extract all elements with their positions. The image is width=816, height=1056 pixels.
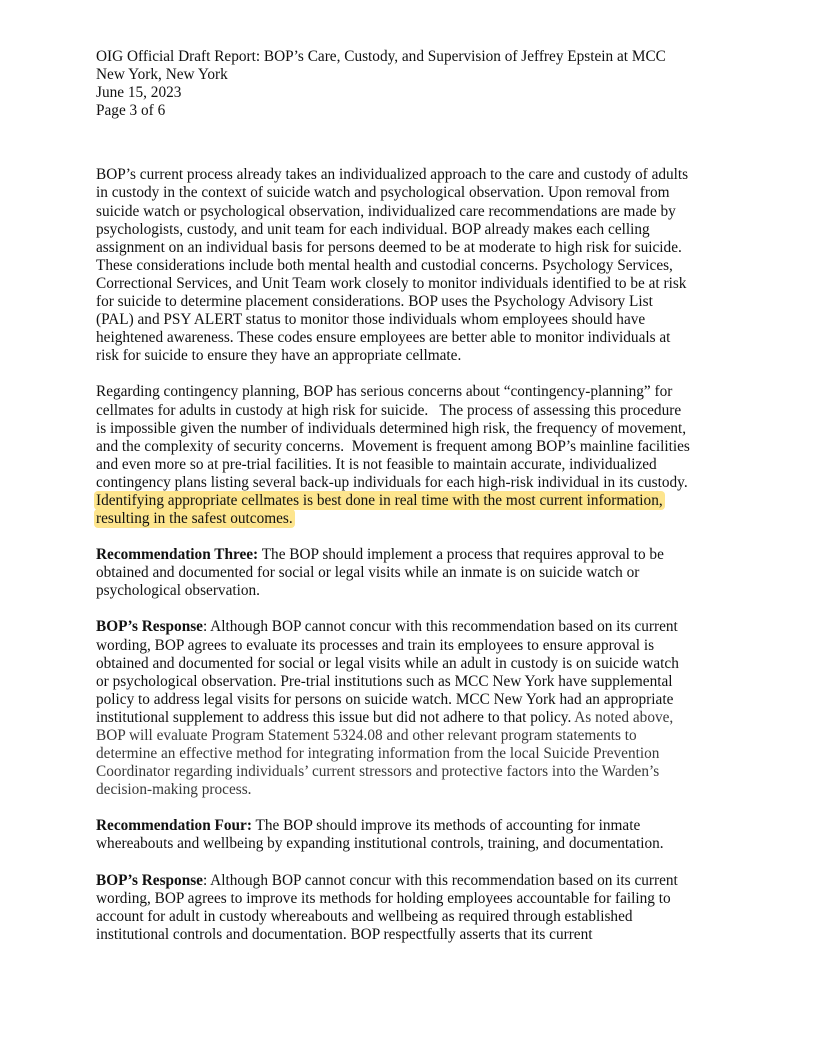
text-line: Regarding contingency planning, BOP has serious concerns about “contingency-planning” for (96, 383, 673, 401)
text-line: : Although BOP cannot concur with this recommendation based on its current (202, 871, 678, 889)
text-line: psychological observation. (96, 582, 260, 600)
text-line: or psychological observation. Pre-trial institutions such as MCC New York have supplemental (96, 672, 673, 690)
text-line: cellmates for adults in custody at high risk for suicide. The process of assessing this procedure (96, 401, 682, 419)
text-line: risk for suicide to ensure they have an appropriate cellmate. (96, 347, 462, 365)
document-page (96, 48, 724, 944)
text-line: and even more so at pre-trial facilities. It is not feasible to maintain accurate, individualized (96, 455, 657, 473)
text-line: The BOP should improve its methods of accounting for inmate (251, 817, 641, 835)
report-title: OIG Official Draft Report: BOP’s Care, Custody, and Supervision of Jeffrey Epstein at MCC (96, 48, 666, 65)
text-line: is impossible given the number of individuals determined high risk, the frequency of movement, (96, 419, 687, 437)
response-three (96, 618, 724, 799)
highlighted-text: Identifying appropriate cellmates is best done in real time with the most current information, (96, 491, 663, 509)
report-date: June 15, 2023 (96, 84, 182, 102)
text-line: obtained and documented for social or legal visits while an adult in custody is on suicide watch (96, 654, 679, 672)
report-location: New York, New York (96, 66, 228, 84)
text-line: contingency plans listing several back-up individuals for each high-risk individual in its custody. (96, 473, 688, 491)
text-line: in custody in the context of suicide watch and psychological observation. Upon removal from (96, 184, 670, 202)
text-line: : Although BOP cannot concur with this recommendation based on its current (202, 618, 678, 636)
recommendation-four (96, 817, 724, 853)
recommendation-label: Recommendation Four: (96, 817, 252, 835)
text-line: BOP’s current process already takes an individualized approach to the care and custody of adults (96, 166, 689, 184)
text-line: These considerations include both mental health and custodial concerns. Psychology Services, (96, 256, 673, 274)
text-line: heightened awareness. These codes ensure employees are better able to monitor individuals at (96, 329, 671, 347)
text-line: The BOP should implement a process that requires approval to be (258, 546, 664, 564)
highlighted-text: resulting in the safest outcomes. (96, 510, 293, 528)
text-line: account for adult in custody whereabouts and wellbeing as required through established (96, 907, 633, 925)
text-line: policy to address legal visits for persons on suicide watch. MCC New York had an appropriate (96, 690, 674, 708)
text-line: wording, BOP agrees to improve its methods for holding employees accountable for failing to (96, 889, 671, 907)
text-line: Coordinator regarding individuals’ current stressors and protective factors into the Warden’s (96, 763, 660, 781)
text-line: and the complexity of security concerns. Movement is frequent among BOP’s mainline facilities (96, 437, 690, 455)
text-line: BOP will evaluate Program Statement 5324.08 and other relevant program statements to (96, 727, 637, 744)
text-line: assignment on an individual basis for persons deemed to be at moderate to high risk for suicide. (96, 238, 682, 256)
page-number: Page 3 of 6 (96, 102, 166, 120)
text-line: suicide watch or psychological observation, individualized care recommendations are made by (96, 202, 676, 220)
report-header (96, 48, 724, 120)
text-line: obtained and documented for social or legal visits while an inmate is on suicide watch or (96, 564, 640, 582)
text-line: psychologists, custody, and unit team for each individual. BOP already makes each celling (96, 220, 650, 238)
recommendation-three (96, 546, 724, 600)
text-line: Correctional Services, and Unit Team work closely to monitor individuals identified to be at risk (96, 274, 687, 292)
text-line: wording, BOP agrees to evaluate its processes and train its employees to ensure approval is (96, 636, 655, 654)
text-line: institutional controls and documentation. BOP respectfully asserts that its current (96, 925, 593, 943)
response-label: BOP’s Response (96, 871, 203, 889)
text-line: decision-making process. (96, 781, 252, 799)
response-label: BOP’s Response (96, 618, 203, 636)
text-line: As noted above, (571, 708, 674, 726)
paragraph-individualized-approach (96, 166, 724, 365)
text-line: determine an effective method for integrating information from the local Suicide Prevention (96, 745, 660, 763)
text-line: institutional supplement to address this issue but did not adhere to that policy. (96, 708, 572, 726)
text-line: whereabouts and wellbeing by expanding institutional controls, training, and documentation. (96, 835, 664, 853)
text-line: for suicide to determine placement considerations. BOP uses the Psychology Advisory List (96, 293, 653, 311)
recommendation-label: Recommendation Three: (96, 546, 259, 564)
response-four (96, 872, 724, 944)
paragraph-contingency-planning (96, 383, 724, 528)
text-line: (PAL) and PSY ALERT status to monitor those individuals whom employees should have (96, 311, 646, 329)
